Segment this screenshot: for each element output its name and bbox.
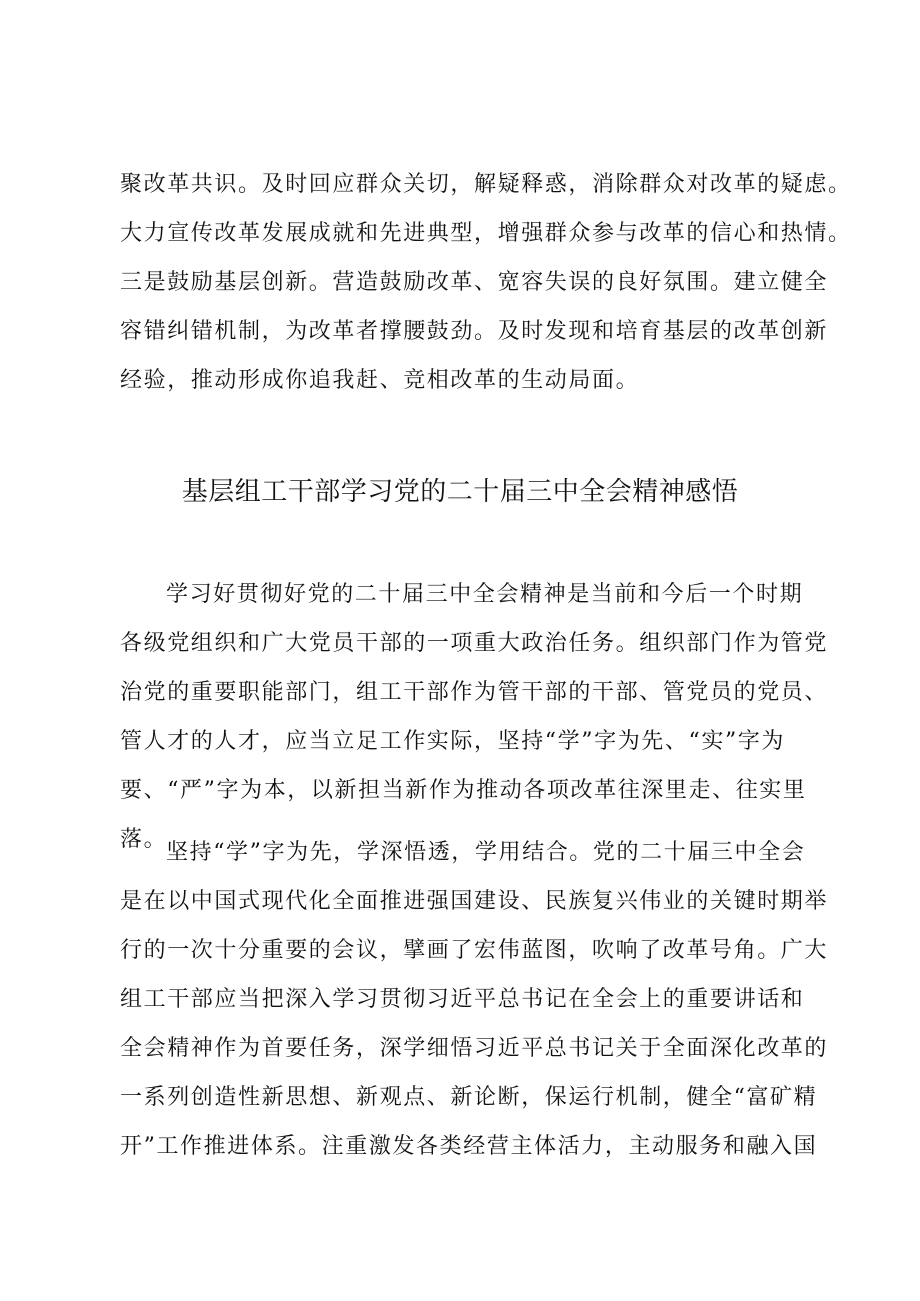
paragraph-line: 是在以中国式现代化全面推进强国建设、民族复兴伟业的关键时期举: [120, 889, 829, 914]
paragraph-line: 落。: [120, 827, 168, 852]
continued-paragraph: [120, 160, 852, 405]
paragraph-line: 聚改革共识。及时回应群众关切，解疑释惑，消除群众对改革的疑虑。: [120, 172, 852, 197]
paragraph-line: 组工干部应当把深入学习贯彻习近平总书记在全会上的重要讲话和: [120, 987, 805, 1012]
paragraph-line: 开”工作推进体系。注重激发各类经营主体活力，主动服务和融入国: [120, 1134, 818, 1159]
paragraph-line: 经验，推动形成你追我赶、竞相改革的生动局面。: [120, 368, 640, 393]
paragraph-1: [120, 570, 829, 864]
paragraph-2: [120, 828, 829, 1171]
paragraph-line: 要、“严”字为本，以新担当新作为推动各项改革往深里走、往实里: [120, 778, 807, 803]
paragraph-line: 各级党组织和广大党员干部的一项重大政治任务。组织部门作为管党: [120, 631, 829, 656]
paragraph-line: 坚持“学”字为先，学深悟透，学用结合。党的二十届三中全会: [166, 840, 806, 865]
paragraph-line: 全会精神作为首要任务，深学细悟习近平总书记关于全面深化改革的: [120, 1036, 829, 1061]
paragraph-line: 管人才的人才，应当立足工作实际，坚持“学”字为先、“实”字为: [120, 729, 785, 754]
paragraph-line: 容错纠错机制，为改革者撑腰鼓劲。及时发现和培育基层的改革创新: [120, 319, 829, 344]
paragraph-line: 一系列创造性新思想、新观点、新论断，保运行机制，健全“富矿精: [120, 1085, 818, 1110]
paragraph-line: 行的一次十分重要的会议，擘画了宏伟蓝图，吹响了改革号角。广大: [120, 938, 829, 963]
paragraph-line: 治党的重要职能部门，组工干部作为管干部的干部、管党员的党员、: [120, 680, 829, 705]
document-title: 基层组工干部学习党的二十届三中全会精神感悟: [181, 477, 739, 507]
paragraph-line: 大力宣传改革发展成就和先进典型，增强群众参与改革的信心和热情。: [120, 221, 852, 246]
paragraph-line: 学习好贯彻好党的二十届三中全会精神是当前和今后一个时期: [166, 582, 804, 607]
paragraph-line: 三是鼓励基层创新。营造鼓励改革、宽容失误的良好氛围。建立健全: [120, 270, 829, 295]
